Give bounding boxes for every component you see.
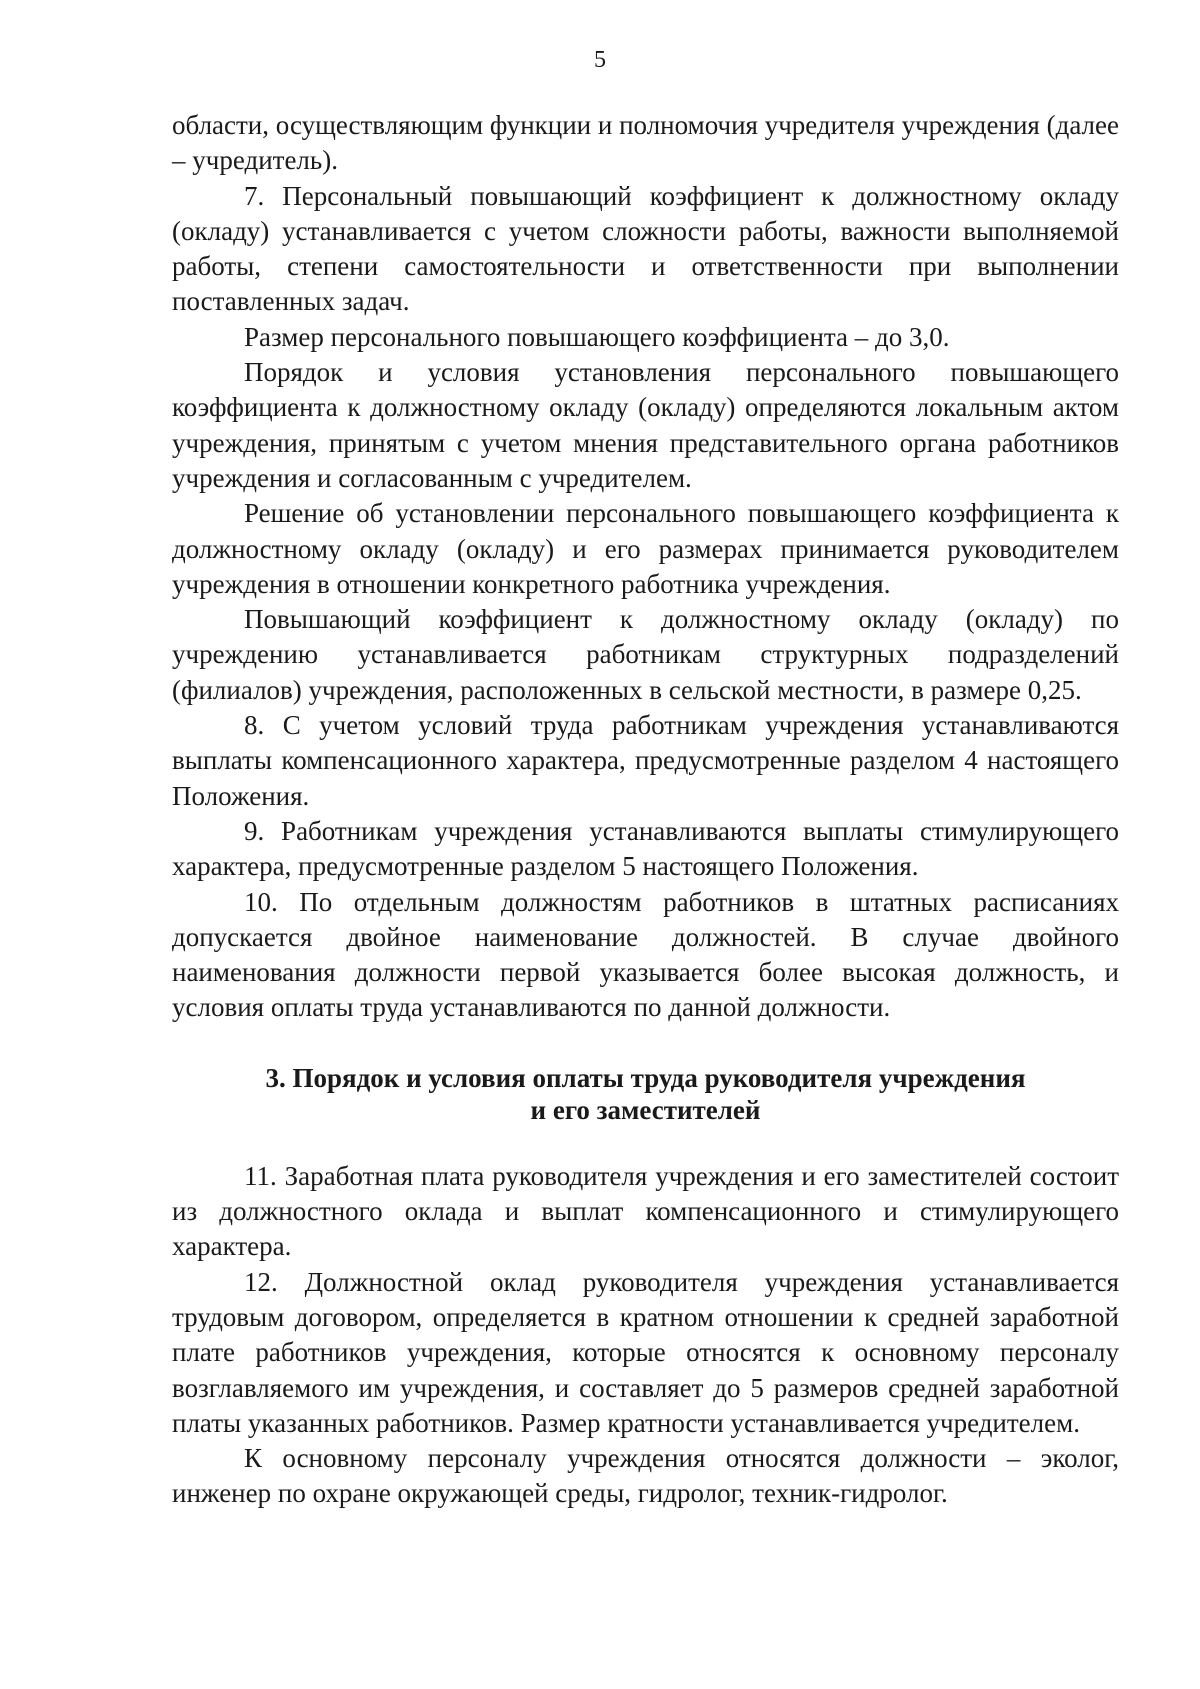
paragraph-main-staff: К основному персоналу учреждения относятся должности – эколог, инженер по охране окружающей среды, гидролог, техник-гидролог.	[172, 1443, 1119, 1509]
paragraph-item-7: 7. Персональный повышающий коэффициент к должностному окладу (окладу) устанавливается с учетом сложности работы, важности выполняемой работы, степени самостоятельности и ответственности при выполнении поставленных задач.	[172, 180, 1119, 317]
paragraph-item-11: 11. Заработная плата руководителя учреждения и его заместителей состоит из должностного оклада и выплат компенсационного и стимулирующего характера.	[172, 1160, 1119, 1262]
paragraph-continuation: области, осуществляющим функции и полномочия учредителя учреждения (далее – учредитель).	[172, 110, 1119, 176]
section-heading	[172, 1062, 1119, 1126]
paragraph-item-12: 12. Должностной оклад руководителя учреждения устанавливается трудовым договором, определяется в кратном отношении к средней заработной плате работников учреждения, которые относятся к основному персоналу возглавляемого им учреждения, и составляет до 5 размеров средней заработной платы указанных работников. Размер кратности устанавливается учредителем.	[172, 1266, 1119, 1438]
paragraph-rural-coefficient: Повышающий коэффициент к должностному окладу (окладу) по учреждению устанавливается работникам структурных подразделений (филиалов) учреждения, расположенных в сельской местности, в размере 0,25.	[172, 604, 1119, 705]
document-body	[172, 108, 1119, 1512]
paragraph-coefficient-decision: Решение об установлении персонального повышающего коэффициента к должностному окладу (окладу) и его размерах принимается руководителем учреждения в отношении конкретного работника учреждения.	[172, 498, 1119, 599]
paragraph-coefficient-procedure: Порядок и условия установления персонального повышающего коэффициента к должностному окладу (окладу) определяются локальным актом учреждения, принятым с учетом мнения представительного органа работников учреждения и согласованным с учредителем.	[172, 357, 1119, 493]
paragraph-item-8: 8. С учетом условий труда работникам учреждения устанавливаются выплаты компенсационного характера, предусмотренные разделом 4 настоящего Положения.	[172, 710, 1119, 811]
paragraph-item-9: 9. Работникам учреждения устанавливаются выплаты стимулирующего характера, предусмотренные разделом 5 настоящего Положения.	[172, 815, 1119, 882]
section-heading-line-2: и его заместителей	[530, 1094, 761, 1125]
paragraph-item-10: 10. По отдельным должностям работников в штатных расписаниях допускается двойное наименование должностей. В случае двойного наименования должности первой указывается более высокая должность, и условия оплаты труда устанавливаются по данной должности.	[172, 886, 1119, 1023]
section-heading-line-1: 3. Порядок и условия оплаты труда руководителя учреждения	[265, 1062, 1026, 1093]
paragraph-coefficient-size: Размер персонального повышающего коэффициента – до 3,0.	[244, 321, 950, 352]
page-number: 5	[594, 47, 606, 73]
